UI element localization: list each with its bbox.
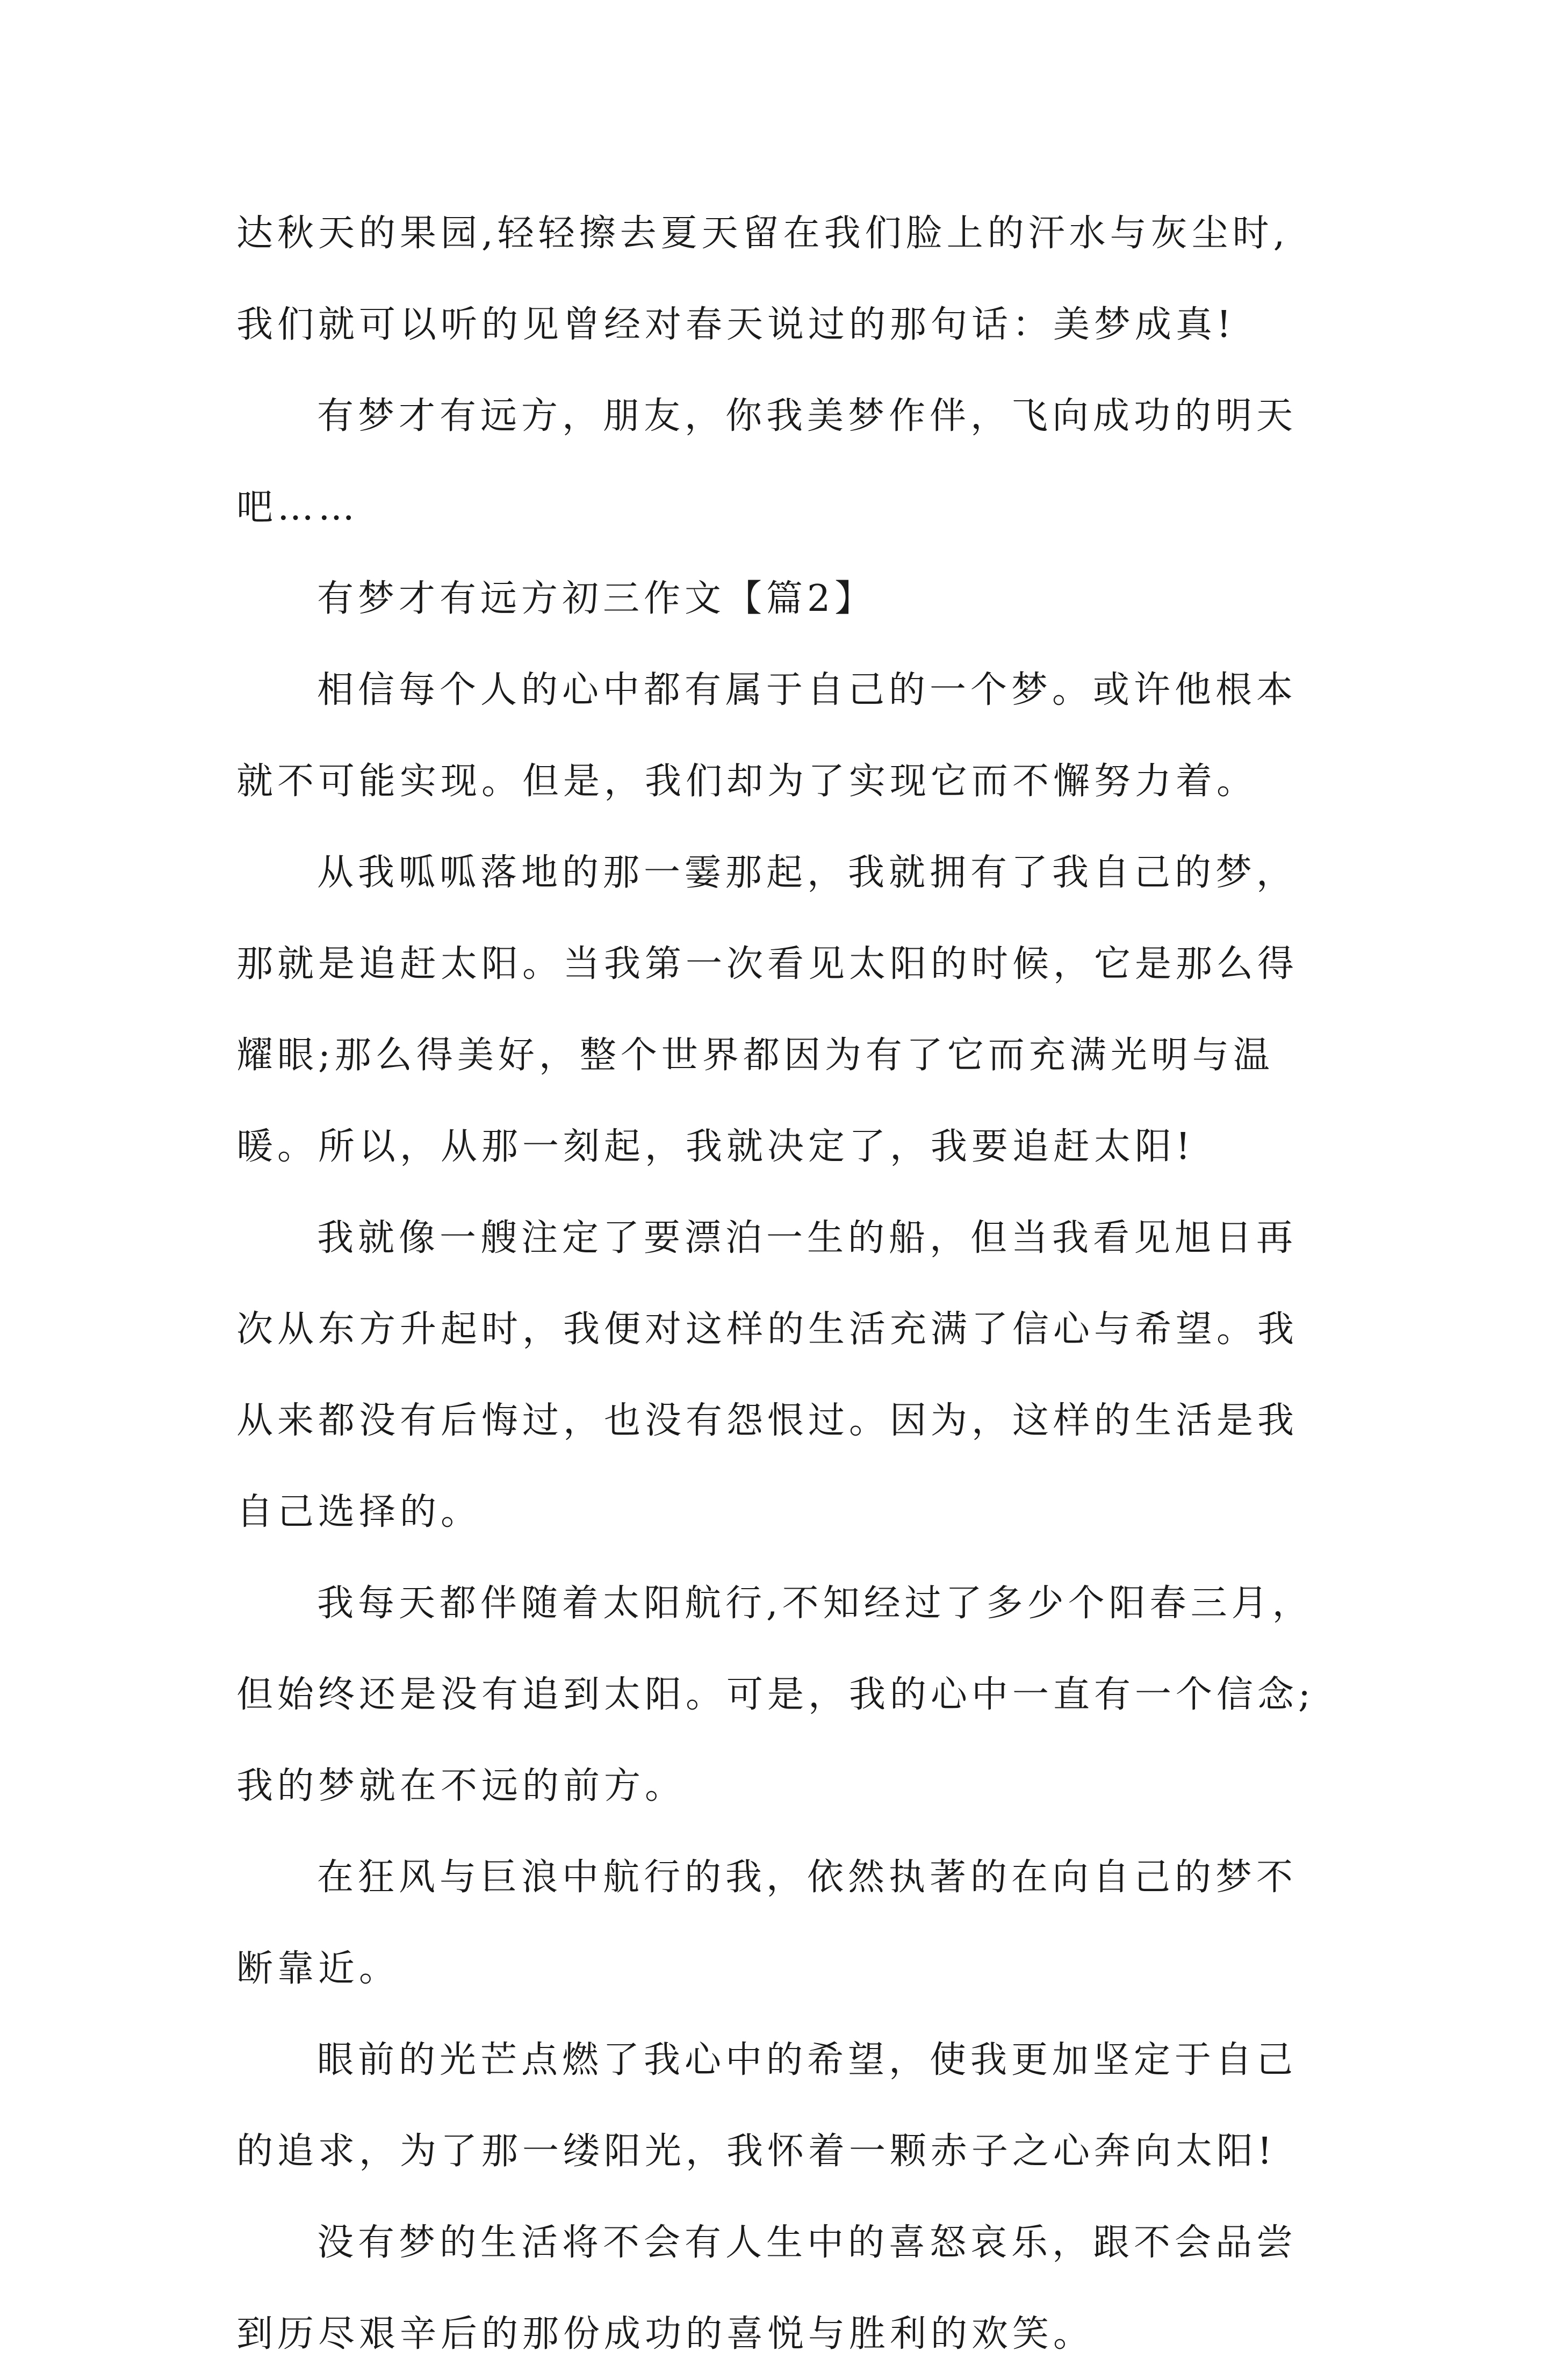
text-line: 有梦才有远方，朋友，你我美梦作伴，飞向成功的明天 — [317, 395, 1298, 437]
text-line: 我们就可以听的见曾经对春天说过的那句话：美梦成真! — [236, 304, 1236, 346]
text-line: 吧…… — [236, 486, 359, 529]
text-line: 断靠近。 — [236, 1948, 400, 1990]
text-line: 就不可能实现。但是，我们却为了实现它而不懈努力着。 — [236, 760, 1258, 803]
text-line: 但始终还是没有追到太阳。可是，我的心中一直有一个信念; — [236, 1674, 1315, 1716]
text-line: 相信每个人的心中都有属于自己的一个梦。或许他根本 — [317, 669, 1298, 711]
text-line: 从我呱呱落地的那一霎那起，我就拥有了我自己的梦， — [317, 852, 1298, 894]
essay-body — [236, 188, 1370, 2380]
text-line: 到历尽艰辛后的那份成功的喜悦与胜利的欢笑。 — [236, 2313, 1095, 2355]
text-line: 那就是追赶太阳。当我第一次看见太阳的时候，它是那么得 — [236, 943, 1299, 985]
text-line: 我的梦就在不远的前方。 — [236, 1765, 686, 1807]
text-line: 没有梦的生活将不会有人生中的喜怒哀乐，跟不会品尝 — [317, 2222, 1298, 2264]
text-line: 的追求，为了那一缕阳光，我怀着一颗赤子之心奔向太阳! — [236, 2130, 1277, 2173]
text-line: 暖。所以，从那一刻起，我就决定了，我要追赶太阳! — [236, 1126, 1195, 1168]
text-line: 自己选择的。 — [236, 1491, 482, 1533]
text-line: 眼前的光芒点燃了我心中的希望，使我更加坚定于自己 — [317, 2039, 1298, 2081]
text-line: 从来都没有后悔过，也没有怨恨过。因为，这样的生活是我 — [236, 1400, 1299, 1442]
text-line: 耀眼;那么得美好，整个世界都因为有了它而充满光明与温 — [236, 1034, 1274, 1077]
section-heading: 有梦才有远方初三作文【篇2】 — [317, 578, 876, 620]
text-line: 次从东方升起时，我便对这样的生活充满了信心与希望。我 — [236, 1308, 1299, 1351]
text-line: 在狂风与巨浪中航行的我，依然执著的在向自己的梦不 — [317, 1856, 1298, 1899]
text-line: 达秋天的果园,轻轻擦去夏天留在我们脸上的汗水与灰尘时, — [236, 212, 1290, 255]
text-line: 我就像一艘注定了要漂泊一生的船，但当我看见旭日再 — [317, 1217, 1298, 1259]
text-line: 我每天都伴随着太阳航行,不知经过了多少个阳春三月， — [317, 1582, 1313, 1625]
